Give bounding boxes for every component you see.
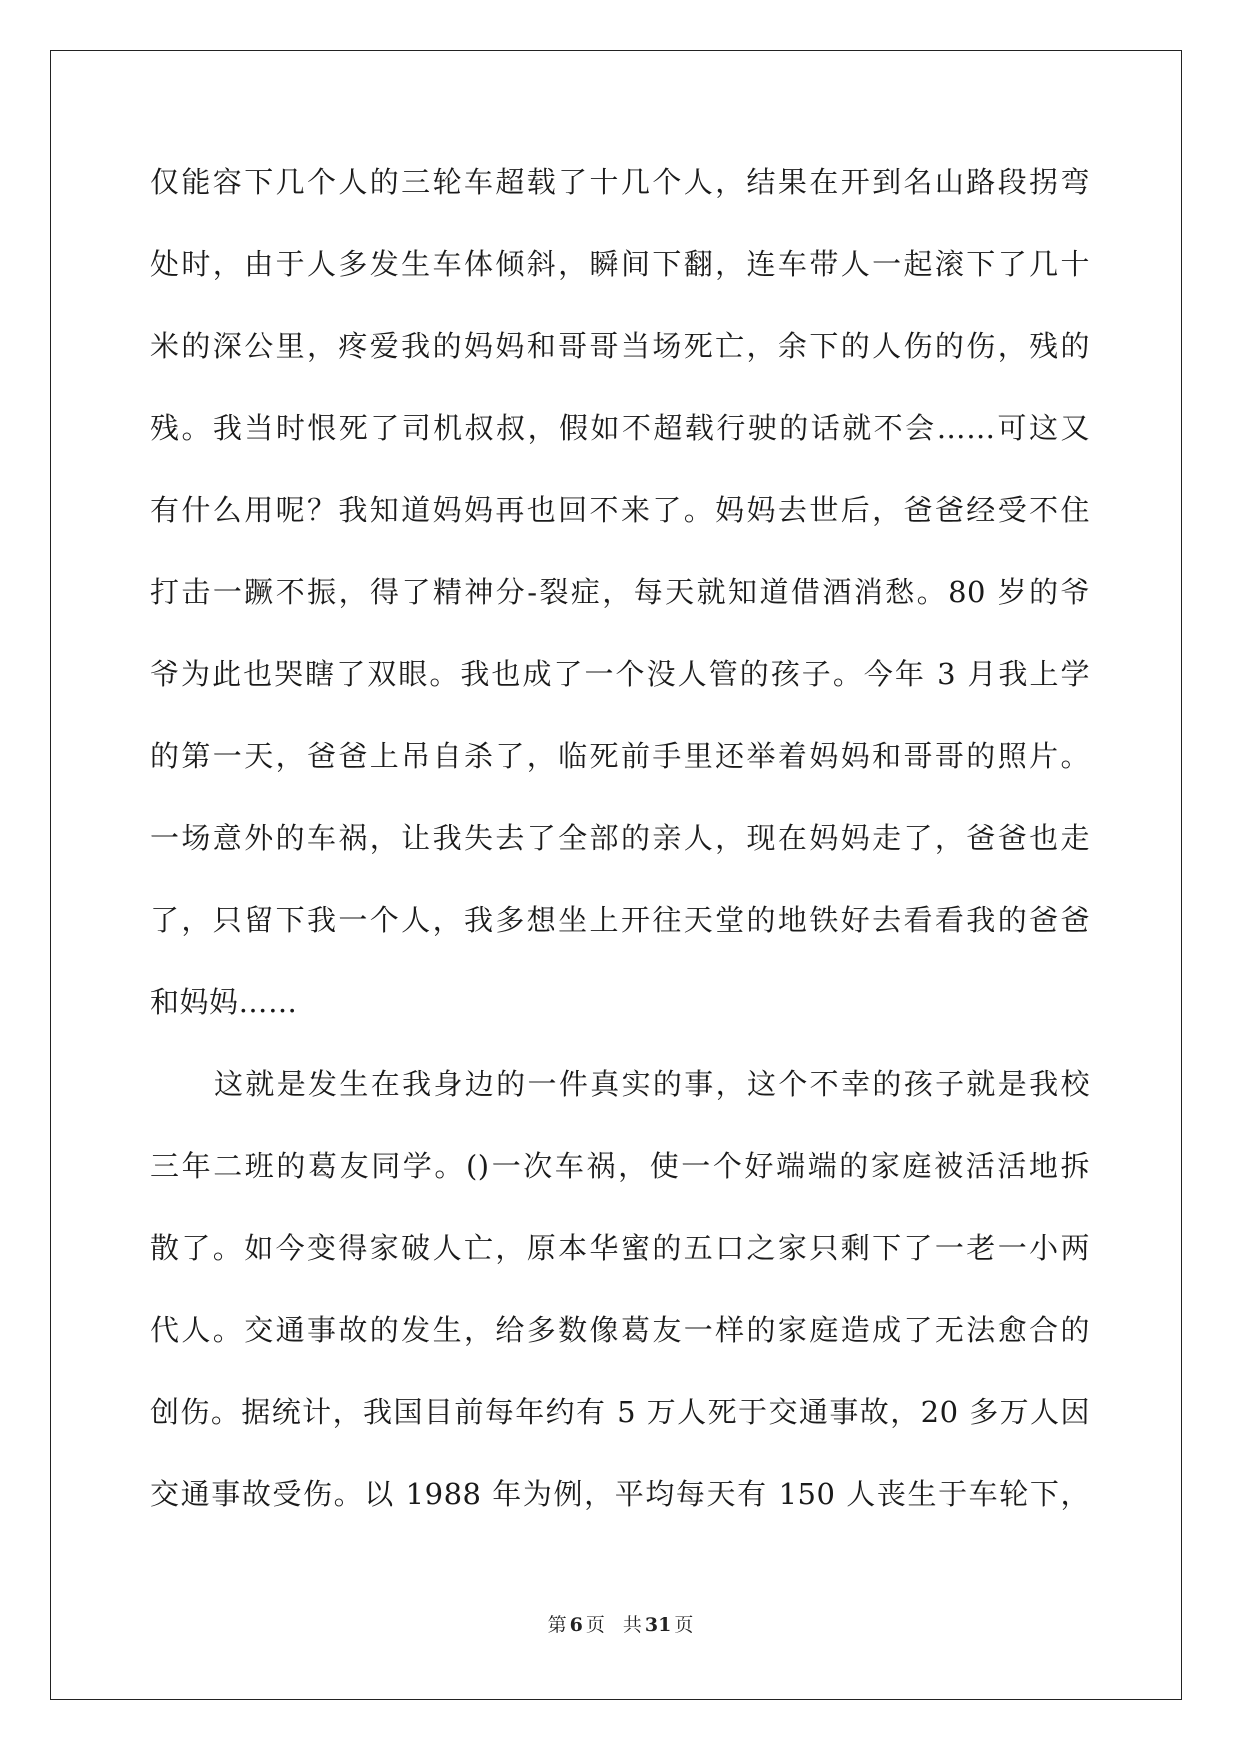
text-line: 创伤。据统计，我国目前每年约有 5 万人死于交通事故，20 多万人因 bbox=[150, 1395, 1090, 1429]
text-line: 残。我当时恨死了司机叔叔，假如不超载行驶的话就不会……可这又 bbox=[150, 411, 1090, 445]
text-line: 有什么用呢？我知道妈妈再也回不来了。妈妈去世后，爸爸经受不住 bbox=[150, 493, 1090, 527]
footer-total-prefix: 共 bbox=[622, 1614, 642, 1636]
text-line: 打击一蹶不振，得了精神分-裂症，每天就知道借酒消愁。80 岁的爷 bbox=[150, 575, 1090, 609]
text-line: 散了。如今变得家破人亡，原本华蜜的五口之家只剩下了一老一小两 bbox=[150, 1231, 1090, 1265]
text-line: 了，只留下我一个人，我多想坐上开往天堂的地铁好去看看我的爸爸 bbox=[150, 903, 1090, 937]
text-line: 三年二班的葛友同学。()一次车祸，使一个好端端的家庭被活活地拆 bbox=[150, 1149, 1090, 1183]
footer-page-suffix: 页 bbox=[585, 1614, 605, 1636]
footer-total-suffix: 页 bbox=[674, 1614, 694, 1636]
text-line: 和妈妈…… bbox=[150, 985, 298, 1019]
text-line: 仅能容下几个人的三轮车超载了十几个人，结果在开到名山路段拐弯 bbox=[150, 165, 1090, 199]
text-line: 的第一天，爸爸上吊自杀了，临死前手里还举着妈妈和哥哥的照片。 bbox=[150, 739, 1090, 773]
text-line: 这就是发生在我身边的一件真实的事，这个不幸的孩子就是我校 bbox=[214, 1067, 1090, 1101]
page-footer bbox=[0, 1610, 1241, 1637]
text-line: 爷为此也哭瞎了双眼。我也成了一个没人管的孩子。今年 3 月我上学 bbox=[150, 657, 1090, 691]
text-line: 一场意外的车祸，让我失去了全部的亲人，现在妈妈走了，爸爸也走 bbox=[150, 821, 1090, 855]
text-line: 交通事故受伤。以 1988 年为例，平均每天有 150 人丧生于车轮下， bbox=[150, 1477, 1090, 1511]
document-body bbox=[150, 160, 1090, 1554]
text-line: 处时，由于人多发生车体倾斜，瞬间下翻，连车带人一起滚下了几十 bbox=[150, 247, 1090, 281]
footer-page-number: 6 bbox=[569, 1614, 583, 1636]
footer-prefix: 第 bbox=[547, 1614, 567, 1636]
footer-total-pages: 31 bbox=[644, 1614, 672, 1636]
text-line: 代人。交通事故的发生，给多数像葛友一样的家庭造成了无法愈合的 bbox=[150, 1313, 1090, 1347]
text-line: 米的深公里，疼爱我的妈妈和哥哥当场死亡，余下的人伤的伤，残的 bbox=[150, 329, 1090, 363]
